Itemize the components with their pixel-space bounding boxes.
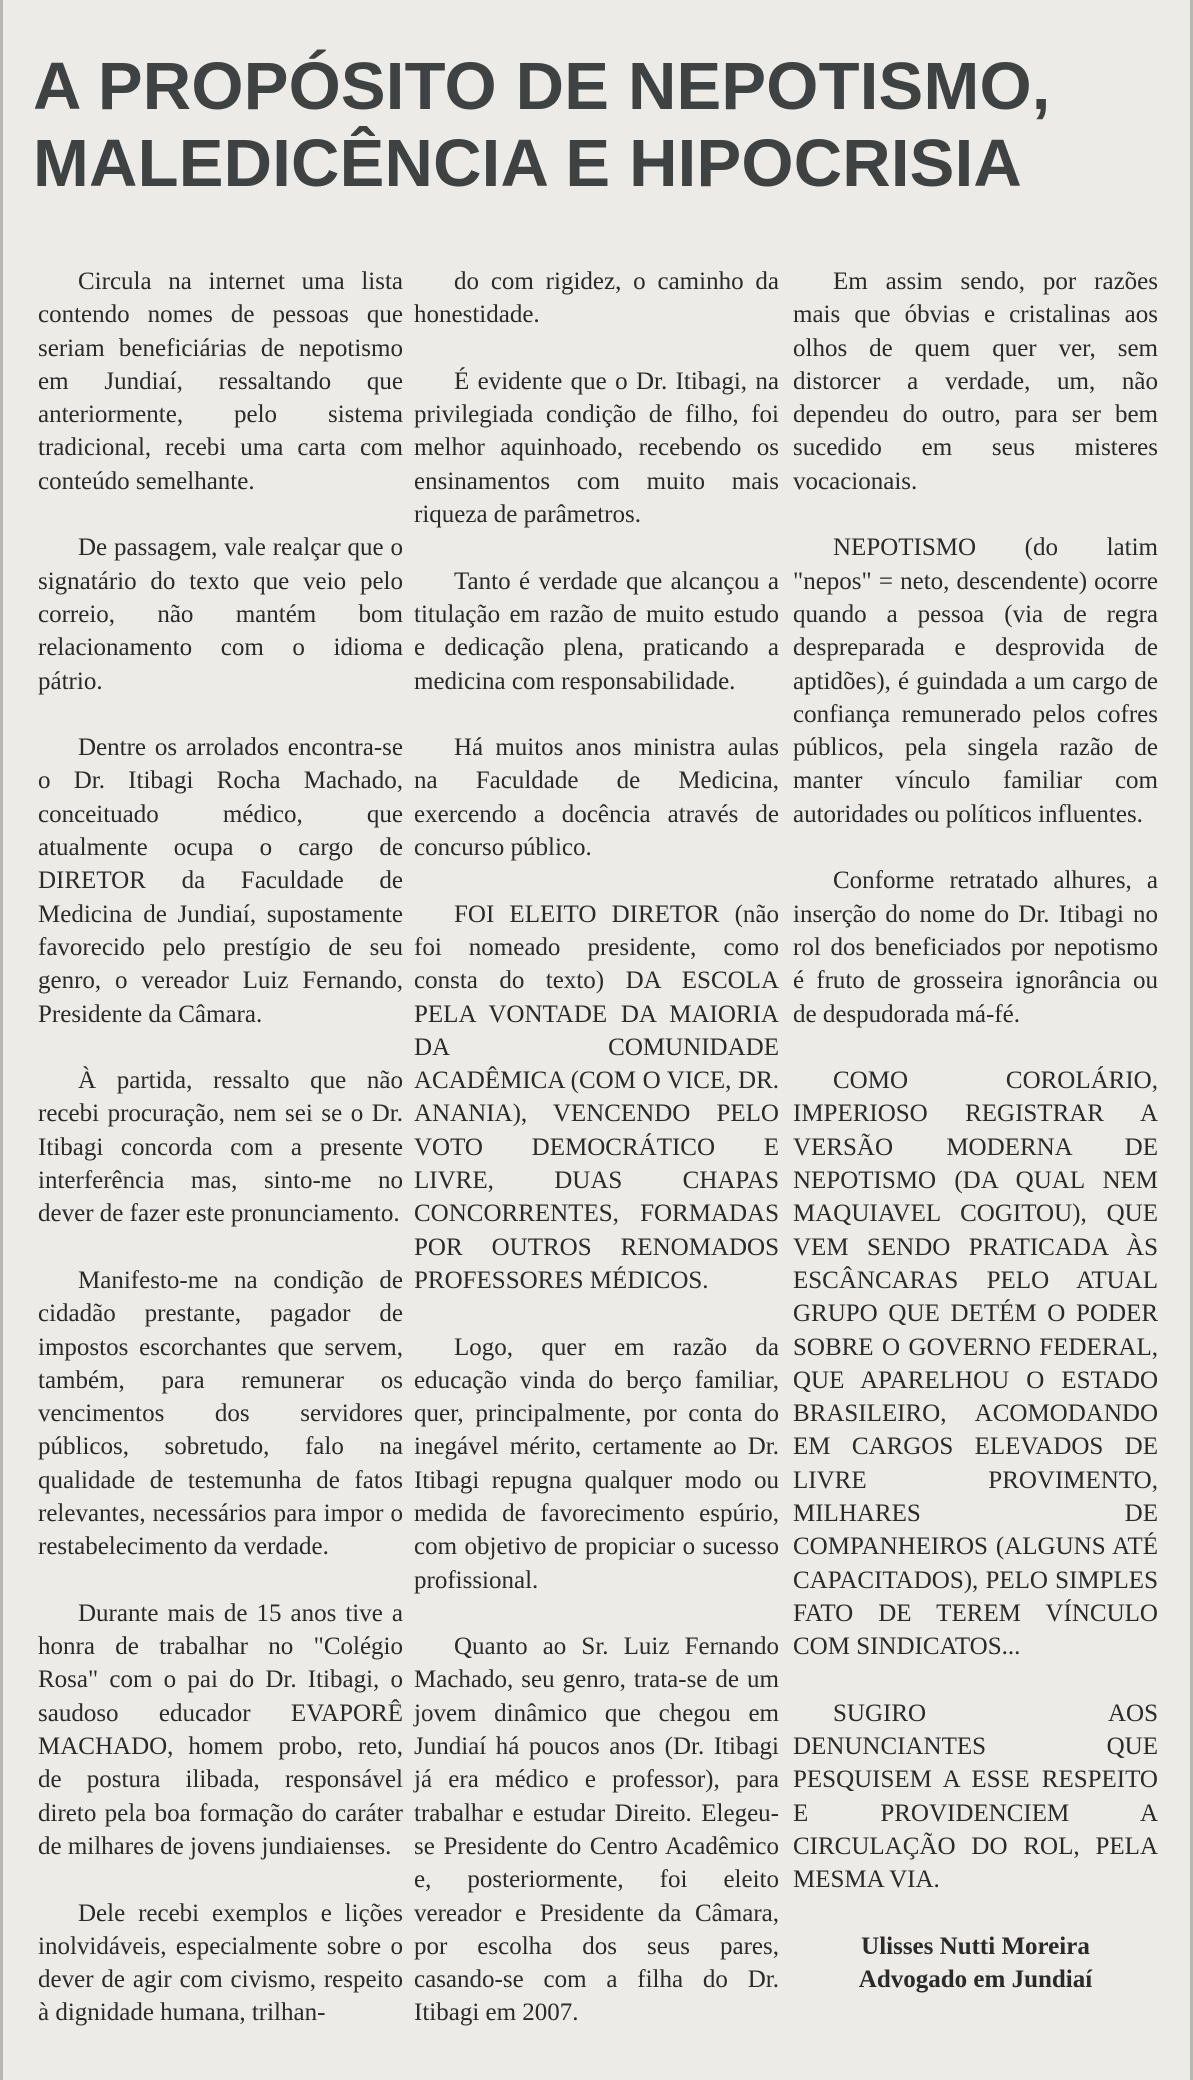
paragraph: FOI ELEITO DIRETOR (não foi nomeado presidente, como consta do texto) DA ESCOLA PELA VONTADE DA MAIORIA DA COMUNIDADE ACADÊMICA (COM O VICE, DR. ANANIA), VENCENDO PELO VOTO DEMOCRÁTICO E LIVRE, DUAS CHAPAS CONCORRENTES, FORMADAS POR OUTROS RENOMADOS PROFESSORES MÉDICOS. — [414, 900, 779, 1294]
author-signature — [793, 1930, 1158, 1997]
paragraph: Manifesto-me na condição de cidadão prestante, pagador de impostos escorchantes que servem, também, para remunerar os vencimentos dos servidores públicos, sobretudo, falo na qualidade de testemunha de fatos relevantes, necessários para impor o restabelecimento da verdade. — [38, 1266, 403, 1561]
paragraph: Dele recebi exemplos e lições inolvidáveis, especialmente sobre o dever de agir com civismo, respeito à dignidade humana, trilhan- — [38, 1899, 403, 2027]
paragraph: Tanto é verdade que alcançou a titulação em razão de muito estudo e dedicação plena, praticando a medicina com responsabilidade. — [414, 567, 779, 695]
article-headline — [33, 48, 1173, 202]
headline-line-1: A PROPÓSITO DE NEPOTISMO, — [33, 49, 1051, 124]
paragraph: Conforme retratado alhures, a inserção do nome do Dr. Itibagi no rol dos beneficiados por nepotismo é fruto de grosseira ignorância ou de despudorada má-fé. — [793, 867, 1158, 1028]
article-column-3 — [793, 265, 1158, 1996]
paragraph: Logo, quer em razão da educação vinda do berço familiar, quer, principalmente, por conta do inegável mérito, certamente ao Dr. Itibagi repugna qualquer modo ou medida de favorecimento espúrio, com objetivo de propiciar o sucesso profissional. — [414, 1333, 779, 1594]
paragraph: SUGIRO AOS DENUNCIANTES QUE PESQUISEM A ESSE RESPEITO E PROVIDENCIEM A CIRCULAÇÃO DO ROL, PELA MESMA VIA. — [793, 1699, 1158, 1894]
paragraph: Quanto ao Sr. Luiz Fernando Machado, seu genro, trata-se de um jovem dinâmico que chegou em Jundiaí há poucos anos (Dr. Itibagi já era médico e professor), para trabalhar e estudar Direito. Elegeu-se Presidente do Centro Acadêmico e, posteriormente, foi eleito vereador e Presidente da Câmara, por escolha dos seus pares, casando-se com a filha do Dr. Itibagi em 2007. — [414, 1633, 779, 2027]
paragraph: NEPOTISMO (do latim "nepos" = neto, descendente) ocorre quando a pessoa (via de regra despreparada e desprovida de aptidões), é guindada a um cargo de confiança remunerado pelos cofres públicos, pela singela razão de manter vínculo familiar com autoridades ou políticos influentes. — [793, 534, 1158, 828]
paragraph: do com rigidez, o caminho da honestidade. — [414, 268, 779, 329]
paragraph: Há muitos anos ministra aulas na Faculdade de Medicina, exercendo a docência através de concurso público. — [414, 734, 779, 862]
paragraph: COMO COROLÁRIO, IMPERIOSO REGISTRAR A VERSÃO MODERNA DE NEPOTISMO (DA QUAL NEM MAQUIAVEL COGITOU), QUE VEM SENDO PRATICADA ÀS ESCÂNCARAS PELO ATUAL GRUPO QUE DETÉM O PODER SOBRE O GOVERNO FEDERAL, QUE APARELHOU O ESTADO BRASILEIRO, ACOMODANDO EM CARGOS ELEVADOS DE LIVRE PROVIMENTO, MILHARES DE COMPANHEIROS (ALGUNS ATÉ CAPACITADOS), PELO SIMPLES FATO DE TEREM VÍNCULO COM SINDICATOS... — [793, 1067, 1158, 1661]
paragraph: Circula na internet uma lista contendo nomes de pessoas que seriam beneficiárias de nepotismo em Jundiaí, ressaltando que anteriormente, pelo sistema tradicional, recebi uma carta com conteúdo semelhante. — [38, 268, 403, 495]
paragraph: É evidente que o Dr. Itibagi, na privilegiada condição de filho, foi melhor aquinhoado, recebendo os ensinamentos com muito mais riqueza de parâmetros. — [414, 367, 779, 529]
author-title: Advogado em Jundiaí — [858, 1966, 1093, 1994]
paragraph: Dentre os arrolados encontra-se o Dr. Itibagi Rocha Machado, conceituado médico, que atualmente ocupa o cargo de DIRETOR da Faculdade de Medicina de Jundiaí, supostamente favorecido pelo prestígio de seu genro, o vereador Luiz Fernando, Presidente da Câmara. — [38, 734, 403, 1028]
paragraph: Durante mais de 15 anos tive a honra de trabalhar no "Colégio Rosa" com o pai do Dr. Itibagi, o saudoso educador EVAPORÊ MACHADO, homem probo, reto, de postura ilibada, responsável direto pela boa formação do caráter de milhares de jovens jundiaienses. — [38, 1599, 403, 1860]
article-column-1 — [38, 265, 403, 2030]
paragraph: Em assim sendo, por razões mais que óbvias e cristalinas aos olhos de quem quer ver, sem distorcer a verdade, um, não dependeu do outro, para ser bem sucedido em seus misteres vocacionais. — [793, 268, 1158, 495]
headline-line-2: MALEDICÊNCIA E HIPOCRISIA — [33, 126, 1022, 201]
paragraph: À partida, ressalto que não recebi procuração, nem sei se o Dr. Itibagi concorda com a presente interferência mas, sinto-me no dever de fazer este pronunciamento. — [38, 1067, 403, 1228]
author-name: Ulisses Nutti Moreira — [861, 1932, 1090, 1960]
article-column-2 — [414, 265, 779, 2030]
paragraph: De passagem, vale realçar que o signatário do texto que veio pelo correio, não mantém bom relacionamento com o idioma pátrio. — [38, 534, 403, 695]
